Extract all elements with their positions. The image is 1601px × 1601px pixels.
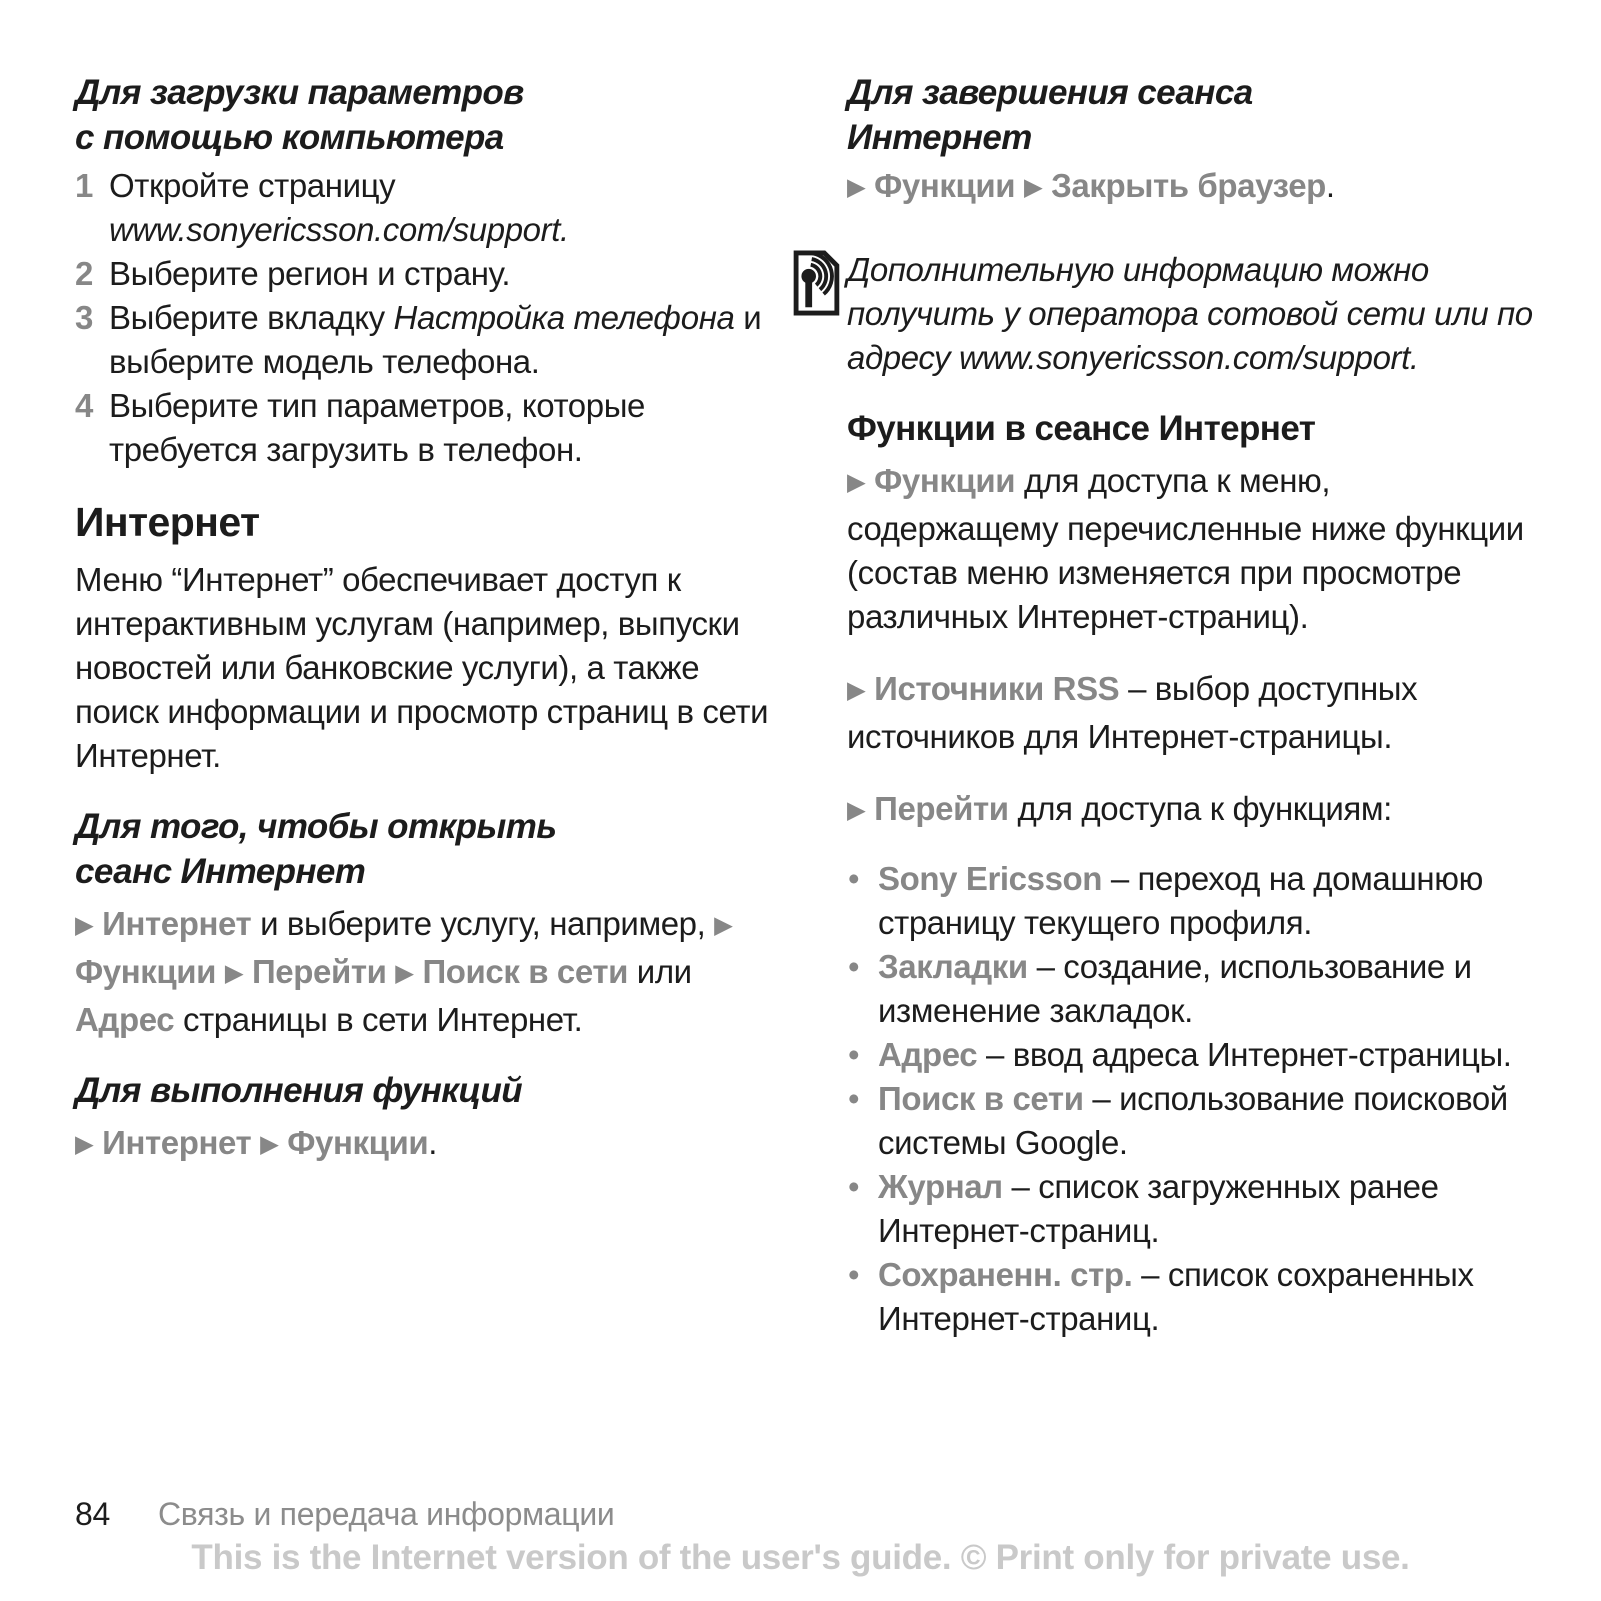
text-run: для доступа к меню, содержащему перечисленные ниже функции (состав меню изменяется при просмотре различных Интернет-страниц). <box>847 462 1524 635</box>
arrow-icon: ▶ <box>395 960 414 987</box>
text-run: – выбор доступных источников для Интернет-страницы. <box>847 670 1418 755</box>
two-column-layout <box>75 70 1535 1341</box>
text-run <box>387 953 396 990</box>
list-item-text <box>878 1036 1512 1073</box>
heading-perform-functions: Для выполнения функций <box>75 1071 523 1110</box>
arrow-icon: ▶ <box>847 677 866 704</box>
list-item-text <box>878 1256 1474 1337</box>
list-item <box>847 857 1535 945</box>
step-item <box>75 296 775 384</box>
list-item <box>847 945 1535 1033</box>
left-column <box>75 70 775 1341</box>
ui-label: Журнал <box>878 1168 1003 1205</box>
ui-label: Функции <box>75 953 217 990</box>
text-run: – список загруженных ранее Интернет-страниц. <box>878 1168 1439 1249</box>
right-column <box>847 70 1535 1341</box>
watermark-text: This is the Internet version of the user's guide. © Print only for private use. <box>191 1538 1410 1577</box>
arrow-icon: ▶ <box>1023 174 1043 201</box>
step-number: 1 <box>75 167 93 204</box>
text-run: Настройка телефона <box>393 299 735 336</box>
text-run: Выберите тип параметров, которые требуется загрузить в телефон. <box>109 387 645 468</box>
arrow-icon: ▶ <box>847 469 866 496</box>
list-item-text <box>878 860 1483 941</box>
text-run: Выберите вкладку <box>109 299 394 336</box>
heading-line: Для того, чтобы открыть <box>75 807 557 846</box>
text-run: Дополнительную информацию можно получить у оператора сотовой сети или по адресу <box>847 251 1533 376</box>
text-run <box>865 462 874 499</box>
ui-label: Источники RSS <box>874 670 1120 707</box>
list-item <box>847 1165 1535 1253</box>
text-run <box>1015 167 1024 204</box>
ui-label: Поиск в сети <box>422 953 629 990</box>
step-number: 3 <box>75 299 93 336</box>
step-text <box>109 164 775 252</box>
ui-label: Интернет <box>102 1124 252 1161</box>
list-item-text <box>878 948 1472 1029</box>
end-session-line <box>847 164 1535 212</box>
text-run: – переход на домашнюю страницу текущего профиля. <box>878 860 1483 941</box>
ui-label: Интернет <box>102 905 252 942</box>
text-run <box>93 905 102 942</box>
text-run: – список сохраненных Интернет-страниц. <box>878 1256 1474 1337</box>
step-item <box>75 384 775 472</box>
ui-label: Закрыть браузер <box>1051 167 1326 204</box>
ui-label: Sony Ericsson <box>878 860 1103 897</box>
text-run <box>1042 167 1051 204</box>
text-run: . <box>428 1124 438 1161</box>
rss-paragraph <box>847 667 1535 759</box>
text-run <box>865 167 874 204</box>
text-run <box>93 1124 102 1161</box>
bullet-icon: • <box>848 1256 860 1293</box>
bullet-icon: • <box>848 860 860 897</box>
heading-line: Для завершения сеанса <box>847 73 1253 112</box>
page-footer <box>75 1496 614 1533</box>
heading-open-session <box>75 804 775 894</box>
step-text <box>109 384 775 472</box>
step-number: 2 <box>75 255 93 292</box>
session-functions-paragraph <box>847 459 1535 639</box>
bullet-icon: • <box>848 948 860 985</box>
ui-label: Перейти <box>251 953 387 990</box>
heading-line: сеанс Интернет <box>75 852 366 891</box>
ui-label: Поиск в сети <box>878 1080 1084 1117</box>
goto-paragraph <box>847 787 1535 835</box>
ui-label: Функции <box>874 462 1016 499</box>
text-run <box>243 953 252 990</box>
text-run: www.sonyericsson.com/support. <box>958 339 1419 376</box>
arrow-icon: ▶ <box>224 960 244 987</box>
text-run: Выберите регион и страну. <box>109 255 511 292</box>
arrow-icon: ▶ <box>714 912 733 939</box>
text-run: Откройте страницу <box>109 167 396 204</box>
text-run <box>865 670 874 707</box>
text-run <box>251 1124 260 1161</box>
note-text <box>847 248 1535 380</box>
heading-download-settings <box>75 70 775 160</box>
bullet-icon: • <box>848 1168 860 1205</box>
step-item <box>75 164 775 252</box>
page-number: 84 <box>75 1496 110 1532</box>
step-number: 4 <box>75 387 93 424</box>
heading-line: Интернет <box>847 118 1032 157</box>
list-item <box>847 1077 1535 1165</box>
list-item-text <box>878 1080 1508 1161</box>
text-run <box>216 953 225 990</box>
perform-functions-line <box>75 1121 775 1169</box>
numbered-steps <box>75 164 775 472</box>
signal-document-icon <box>790 250 841 327</box>
text-run: . <box>1325 167 1335 204</box>
text-run: и выберите модель телефона. <box>109 299 762 380</box>
ui-label: Перейти <box>874 790 1009 827</box>
arrow-icon: ▶ <box>75 912 94 939</box>
ui-label: Адрес <box>878 1036 978 1073</box>
heading-line: Для загрузки параметров <box>75 73 524 112</box>
ui-label: Сохраненн. стр. <box>878 1256 1133 1293</box>
text-run <box>865 790 874 827</box>
list-item <box>847 1033 1535 1077</box>
step-text <box>109 296 775 384</box>
heading-internet: Интернет <box>75 499 260 545</box>
text-run: www.sonyericsson.com/support <box>109 211 560 248</box>
text-run: или <box>628 953 692 990</box>
heading-line: с помощью компьютера <box>75 118 504 157</box>
ui-label: Закладки <box>878 948 1028 985</box>
text-run: для доступа к функциям: <box>1008 790 1392 827</box>
text-run <box>278 1124 287 1161</box>
text-run: – использование поисковой системы Google. <box>878 1080 1508 1161</box>
text-run: и выберите услугу, например, <box>251 905 715 942</box>
note-block <box>847 248 1535 380</box>
arrow-icon: ▶ <box>847 797 866 824</box>
chapter-title: Связь и передача информации <box>158 1496 615 1532</box>
heading-end-session <box>847 70 1535 160</box>
open-session-paragraph <box>75 902 775 1042</box>
arrow-icon: ▶ <box>75 1131 94 1158</box>
goto-options-list <box>847 857 1535 1341</box>
ui-label: Функции <box>874 167 1016 204</box>
list-item <box>847 1253 1535 1341</box>
step-text <box>109 252 775 296</box>
step-item <box>75 252 775 296</box>
ui-label: Адрес <box>75 1001 175 1038</box>
arrow-icon: ▶ <box>260 1131 279 1158</box>
text-run: . <box>559 211 569 248</box>
text-run: – создание, использование и изменение закладок. <box>878 948 1472 1029</box>
list-item-text <box>878 1168 1439 1249</box>
bullet-icon: • <box>848 1080 860 1117</box>
text-run: – ввод адреса Интернет-страницы. <box>977 1036 1512 1073</box>
bullet-icon: • <box>848 1036 860 1073</box>
text-run: страницы в сети Интернет. <box>174 1001 583 1038</box>
arrow-icon: ▶ <box>847 174 866 201</box>
internet-intro-paragraph: Меню “Интернет” обеспечивает доступ к интерактивным услугам (например, выпуски новостей или банковские услуги), а также поиск информации и просмотр страниц в сети Интернет. <box>75 561 769 774</box>
heading-session-functions: Функции в сеансе Интернет <box>847 409 1316 448</box>
ui-label: Функции <box>287 1124 429 1161</box>
